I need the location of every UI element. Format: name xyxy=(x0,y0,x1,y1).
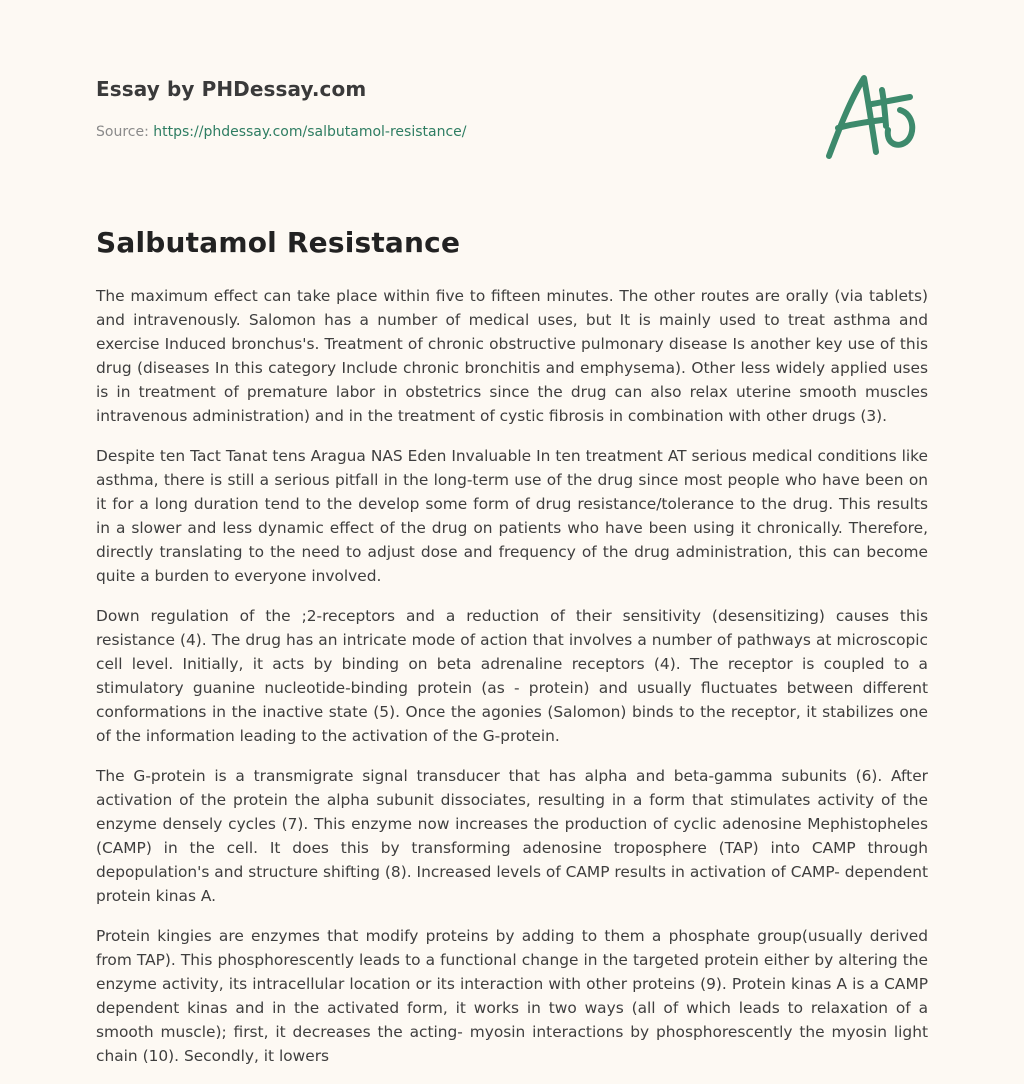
source-link[interactable]: https://phdessay.com/salbutamol-resistance/ xyxy=(153,124,467,140)
source-label: Source: xyxy=(96,124,154,140)
a-plus-grade-icon xyxy=(824,70,924,162)
source-line xyxy=(96,124,466,140)
essay-paragraph: The G-protein is a transmigrate signal transducer that has alpha and beta-gamma subunits (6). After activation of the protein the alpha subunit dissociates, resulting in a form that stimulates activity of the enzyme densely cycles (7). This enzyme now increases the production of cyclic adenosine Mephistopheles (CAMP) in the cell. It does this by transforming adenosine troposphere (TAP) into CAMP through depopulation's and structure shifting (8). Increased levels of CAMP results in activation of CAMP- dependent protein kinas A. xyxy=(96,767,928,905)
essay-paragraph: Despite ten Tact Tanat tens Aragua NAS Eden Invaluable In ten treatment AT serious medical conditions like asthma, there is still a serious pitfall in the long-term use of the drug since most people who have been on it for a long duration tend to the develop some form of drug resistance/tolerance to the drug. This results in a slower and less dynamic effect of the drug on patients who have been using it chronically. Therefore, directly translating to the need to adjust dose and frequency of the drug administration, this can become quite a burden to everyone involved. xyxy=(96,447,928,585)
page-header xyxy=(96,72,936,172)
page-title: Salbutamol Resistance xyxy=(96,226,461,259)
essay-paragraph: The maximum effect can take place within five to fifteen minutes. The other routes are orally (via tablets) and intravenously. Salomon has a number of medical uses, but It is mainly used to treat asthma and exercise Induced bronchus's. Treatment of chronic obstructive pulmonary disease Is another key use of this drug (diseases In this category Include chronic bronchitis and emphysema). Other less widely applied uses is in treatment of premature labor in obstetrics since the drug can also relax uterine smooth muscles intravenous administration) and in the treatment of cystic fibrosis in combination with other drugs (3). xyxy=(96,287,928,425)
site-brand[interactable]: Essay by PHDessay.com xyxy=(96,77,367,101)
essay-paragraph: Protein kingies are enzymes that modify proteins by adding to them a phosphate group(usually derived from TAP). This phosphorescently leads to a functional change in the targeted protein either by altering the enzyme activity, its intracellular location or its interaction with other proteins (9). Protein kinas A is a CAMP dependent kinas and in the activated form, it works in two ways (all of which leads to relaxation of a smooth muscle); first, it decreases the acting- myosin interactions by phosphorescently the myosin light chain (10). Secondly, it lowers xyxy=(96,927,928,1065)
essay-paragraph: Down regulation of the ;2-receptors and a reduction of their sensitivity (desensitizing) causes this resistance (4). The drug has an intricate mode of action that involves a number of pathways at microscopic cell level. Initially, it acts by binding on beta adrenaline receptors (4). The receptor is coupled to a stimulatory guanine nucleotide-binding protein (as - protein) and usually fluctuates between different conformations in the inactive state (5). Once the agonies (Salomon) binds to the receptor, it stabilizes one of the information leading to the activation of the G-protein. xyxy=(96,607,928,745)
essay-body xyxy=(96,284,928,1084)
